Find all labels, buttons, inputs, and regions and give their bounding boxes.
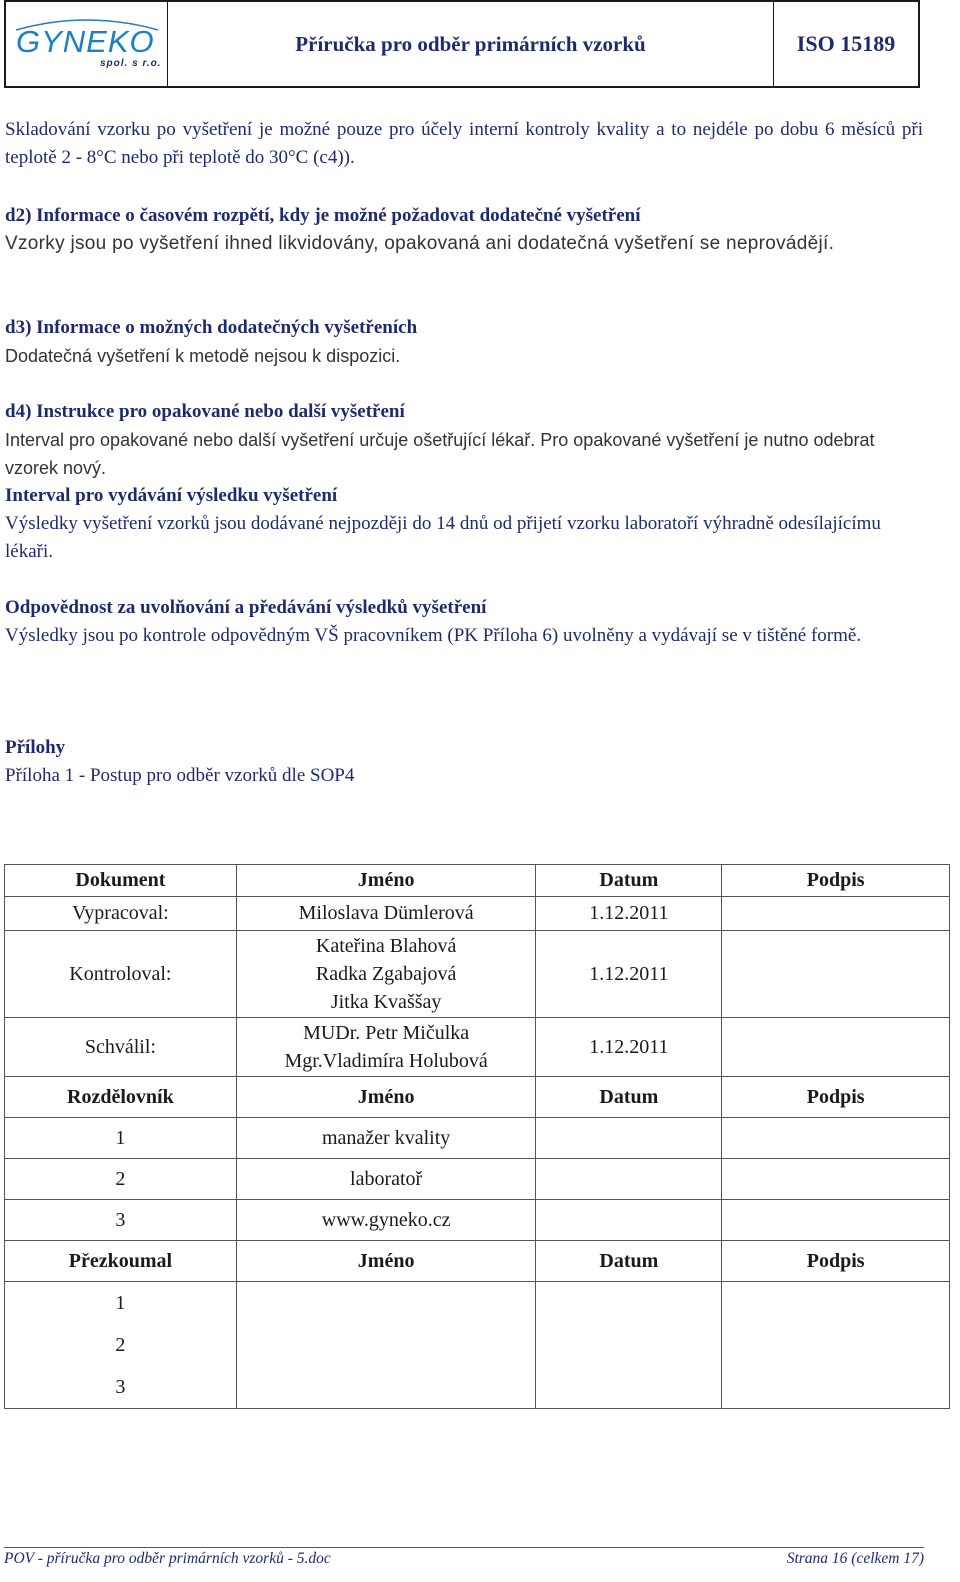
d2-text: Vzorky jsou po vyšetření ihned likvidovány, opakovaná ani dodatečná vyšetření se neprovádějí. xyxy=(5,233,835,254)
date-cell xyxy=(536,1118,722,1159)
review-number: 1 xyxy=(115,1292,126,1314)
role-cell: Vypracoval: xyxy=(5,897,237,931)
name-cell xyxy=(236,1018,536,1077)
table-header-row xyxy=(5,865,950,897)
signature-table xyxy=(4,864,950,1409)
date-cell xyxy=(536,1282,722,1409)
logo-text: GYNEKO xyxy=(16,24,155,59)
table-header-row xyxy=(5,1241,950,1282)
name-line: MUDr. Petr Mičulka xyxy=(303,1022,470,1044)
table-header-cell: Datum xyxy=(536,1241,722,1282)
role-cell: Schválil: xyxy=(5,1018,237,1077)
interval-text: Výsledky vyšetření vzorků jsou dodávané nejpozději do 14 dnů od přijetí vzorku laboratoří výhradně odesílajícímu lékaři. xyxy=(5,513,881,562)
number-cell: 1 xyxy=(5,1118,237,1159)
signature-cell xyxy=(722,1118,950,1159)
attachments-heading: Přílohy xyxy=(5,737,66,758)
page-header xyxy=(4,0,920,88)
footer-filename: POV - příručka pro odběr primárních vzorků - 5.doc xyxy=(4,1550,331,1567)
signature-cell xyxy=(722,897,950,931)
document-title: Příručka pro odběr primárních vzorků xyxy=(168,2,774,86)
table-header-cell: Datum xyxy=(536,1077,722,1118)
d2-heading: d2) Informace o časovém rozpětí, kdy je možné požadovat dodatečné vyšetření xyxy=(5,205,641,226)
table-row xyxy=(5,1200,950,1241)
table-header-cell: Přezkoumal xyxy=(5,1241,237,1282)
name-line: Mgr.Vladimíra Holubová xyxy=(284,1050,488,1072)
table-header-cell: Jméno xyxy=(236,1077,536,1118)
name-cell: www.gyneko.cz xyxy=(236,1200,536,1241)
name-cell: manažer kvality xyxy=(236,1118,536,1159)
table-header-cell: Podpis xyxy=(722,1241,950,1282)
review-number: 2 xyxy=(115,1334,126,1356)
date-cell: 1.12.2011 xyxy=(536,1018,722,1077)
page-footer xyxy=(4,1547,924,1568)
storage-text: Skladování vzorku po vyšetření je možné pouze pro účely interní kontroly kvality a to nejdéle po dobu 6 měsíců při teplotě 2 - 8°C nebo při teplotě do 30°C (c4)). xyxy=(5,119,923,168)
table-header-cell: Jméno xyxy=(236,865,536,897)
iso-label: ISO 15189 xyxy=(796,31,896,56)
footer-page-number: Strana 16 (celkem 17) xyxy=(786,1550,924,1567)
responsibility-text: Výsledky jsou po kontrole odpovědným VŠ pracovníkem (PK Příloha 6) uvolněny a vydávají se v tištěné formě. xyxy=(5,625,862,646)
attachment-item: Příloha 1 - Postup pro odběr vzorků dle SOP4 xyxy=(5,765,355,786)
review-number: 3 xyxy=(115,1376,126,1398)
d3-text: Dodatečná vyšetření k metodě nejsou k dispozici. xyxy=(5,346,401,366)
date-cell xyxy=(536,1159,722,1200)
logo-subtitle: spol. s r.o. xyxy=(100,58,162,69)
signature-cell xyxy=(722,1018,950,1077)
name-cell xyxy=(236,931,536,1018)
date-cell: 1.12.2011 xyxy=(536,897,722,931)
signature-cell xyxy=(722,1200,950,1241)
date-cell xyxy=(536,1200,722,1241)
name-cell xyxy=(236,1282,536,1409)
number-cell xyxy=(5,1282,237,1409)
table-row xyxy=(5,1118,950,1159)
signature-cell xyxy=(722,931,950,1018)
logo xyxy=(6,2,168,86)
responsibility-heading: Odpovědnost za uvolňování a předávání výsledků vyšetření xyxy=(5,597,487,618)
role-cell: Kontroloval: xyxy=(5,931,237,1018)
table-header-cell: Podpis xyxy=(722,865,950,897)
name-line: Kateřina Blahová xyxy=(315,935,457,957)
d4-heading: d4) Instrukce pro opakované nebo další vyšetření xyxy=(5,401,405,422)
table-header-cell: Podpis xyxy=(722,1077,950,1118)
name-cell: laboratoř xyxy=(236,1159,536,1200)
date-cell: 1.12.2011 xyxy=(536,931,722,1018)
d4-text: Interval pro opakované nebo další vyšetření určuje ošetřující lékař. Pro opakované vyšetření je nutno odebrat vzorek nový. xyxy=(5,430,875,478)
table-header-row xyxy=(5,1077,950,1118)
table-header-cell: Datum xyxy=(536,865,722,897)
table-row xyxy=(5,1282,950,1409)
name-line: Jitka Kvaššay xyxy=(330,991,442,1013)
signature-cell xyxy=(722,1282,950,1409)
number-cell: 3 xyxy=(5,1200,237,1241)
table-header-cell: Jméno xyxy=(236,1241,536,1282)
table-row xyxy=(5,1159,950,1200)
table-header-cell: Dokument xyxy=(5,865,237,897)
interval-heading: Interval pro vydávání výsledku vyšetření xyxy=(5,485,338,506)
table-row xyxy=(5,897,950,931)
number-cell: 2 xyxy=(5,1159,237,1200)
table-row xyxy=(5,1018,950,1077)
table-row xyxy=(5,931,950,1018)
d3-heading: d3) Informace o možných dodatečných vyšetřeních xyxy=(5,317,418,338)
name-line: Radka Zgabajová xyxy=(315,963,457,985)
name-cell: Miloslava Dümlerová xyxy=(236,897,536,931)
signature-cell xyxy=(722,1159,950,1200)
table-header-cell: Rozdělovník xyxy=(5,1077,237,1118)
